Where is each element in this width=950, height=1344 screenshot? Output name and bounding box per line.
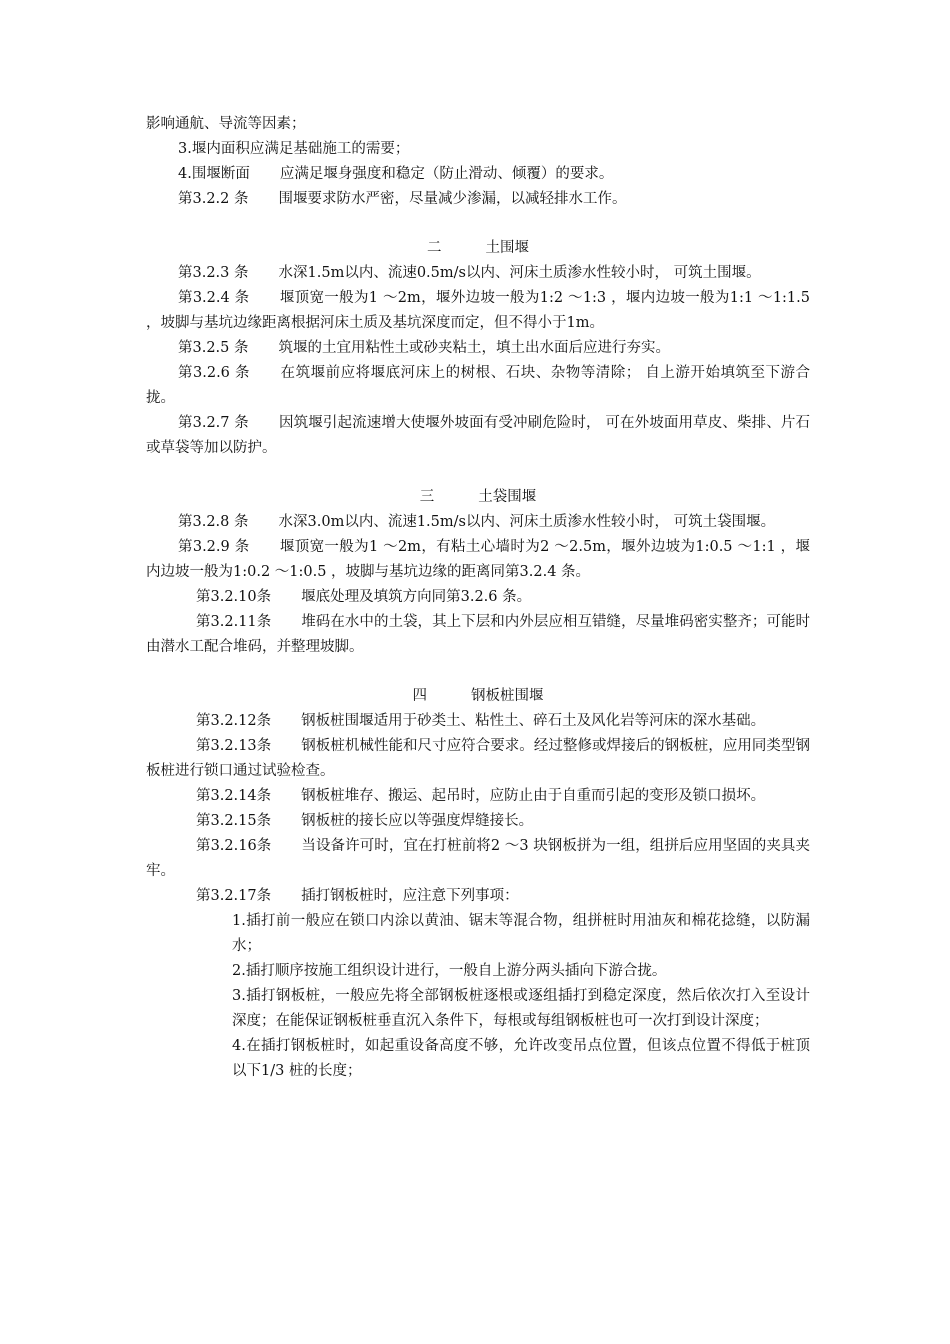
article-number: 第3.2.2 条 xyxy=(178,191,249,207)
paragraph: 3.堰内面积应满足基础施工的需要； xyxy=(178,141,410,157)
article-text: 钢板桩围堰适用于砂类土、粘性土、碎石土及风化岩等河床的深水基础。 xyxy=(301,713,766,729)
article-text: 当设备许可时，宜在打桩前将2 ～3 块钢板拼为一组，组拼后应用坚固的夹具夹牢。 xyxy=(146,838,810,879)
article xyxy=(146,361,810,411)
article-text: 插打钢板桩时，应注意下列事项： xyxy=(301,888,519,904)
article xyxy=(146,411,810,461)
article-text: 堰底处理及填筑方向同第3.2.6 条。 xyxy=(301,589,532,605)
article xyxy=(146,610,810,660)
list-item: 2.插打顺序按施工组织设计进行，一般自上游分两头插向下游合拢。 xyxy=(232,963,667,979)
article-text: 钢板桩堆存、搬运、起吊时，应防止由于自重而引起的变形及锁口损坏。 xyxy=(301,788,766,804)
article-text: 围堰要求防水严密，尽量减少渗漏，以减轻排水工作。 xyxy=(278,191,627,207)
paragraph xyxy=(146,162,810,187)
article xyxy=(146,187,810,212)
article-text: 在筑堰前应将堰底河床上的树根、石块、杂物等清除； 自上游开始填筑至下游合拢。 xyxy=(146,365,810,406)
section-heading: 四 钢板桩围堰 xyxy=(412,688,544,704)
article-number: 第3.2.17条 xyxy=(196,888,272,904)
article-number: 第3.2.15条 xyxy=(196,813,272,829)
article-text: 堰顶宽一般为1 ～2m，堰外边坡一般为1:2 ～1:3 ，堰内边坡一般为1:1 ～1:1.5 ，坡脚与基坑边缘距离根据河床土质及基坑深度而定，但不得小于1m。 xyxy=(146,290,810,331)
article xyxy=(146,535,810,585)
article-text: 因筑堰引起流速增大使堰外坡面有受冲刷危险时， 可在外坡面用草皮、柴排、片石或草袋等加以防护。 xyxy=(146,415,810,456)
article-number: 第3.2.4 条 xyxy=(178,290,250,306)
article xyxy=(146,884,810,909)
article-number: 第3.2.9 条 xyxy=(178,539,250,555)
article xyxy=(146,585,810,610)
article-number: 第3.2.16条 xyxy=(196,838,272,854)
article-text: 水深1.5m以内、流速0.5m/s以内、河床土质渗水性较小时， 可筑土围堰。 xyxy=(278,265,761,281)
article-text: 筑堰的土宜用粘性土或砂夹粘土，填土出水面后应进行夯实。 xyxy=(278,340,671,356)
article-number: 第3.2.6 条 xyxy=(178,365,251,381)
article-number: 第3.2.8 条 xyxy=(178,514,249,530)
article-text: 堆码在水中的土袋，其上下层和内外层应相互错缝，尽量堆码密实整齐；可能时由潜水工配合堆码，并整理坡脚。 xyxy=(146,614,810,655)
item-label: 4.围堰断面 xyxy=(178,166,250,182)
article-number: 第3.2.12条 xyxy=(196,713,272,729)
article-number: 第3.2.7 条 xyxy=(178,415,249,431)
article xyxy=(146,510,810,535)
article-number: 第3.2.14条 xyxy=(196,788,272,804)
article-text: 钢板桩机械性能和尺寸应符合要求。经过整修或焊接后的钢板桩，应用同类型钢板桩进行锁口通过试验检查。 xyxy=(146,738,810,779)
document-page xyxy=(146,112,810,1084)
article-number: 第3.2.3 条 xyxy=(178,265,249,281)
article xyxy=(146,834,810,884)
article xyxy=(146,261,810,286)
article-number: 第3.2.5 条 xyxy=(178,340,249,356)
article-number: 第3.2.13条 xyxy=(196,738,272,754)
paragraph: 影响通航、导流等因素； xyxy=(146,116,306,132)
article-text: 堰顶宽一般为1 ～2m，有粘土心墙时为2 ～2.5m，堰外边坡为1:0.5 ～1:1 ，堰内边坡一般为1:0.2 ～1:0.5 ，坡脚与基坑边缘的距离同第3.2.4 条。 xyxy=(146,539,810,580)
article xyxy=(146,734,810,784)
article xyxy=(146,784,810,809)
article xyxy=(146,709,810,734)
item-text: 应满足堰身强度和稳定（防止滑动、倾覆）的要求。 xyxy=(279,166,614,182)
list-item: 1.插打前一般应在锁口内涂以黄油、锯末等混合物，组拼桩时用油灰和棉花捻缝，以防漏水； xyxy=(232,913,810,954)
article xyxy=(146,286,810,336)
article xyxy=(146,336,810,361)
article xyxy=(146,809,810,834)
article-text: 水深3.0m以内、流速1.5m/s以内、河床土质渗水性较小时， 可筑土袋围堰。 xyxy=(278,514,776,530)
article-text: 钢板桩的接长应以等强度焊缝接长。 xyxy=(301,813,534,829)
section-heading: 二 土围堰 xyxy=(427,240,529,256)
list-item: 4.在插打钢板桩时，如起重设备高度不够，允许改变吊点位置，但该点位置不得低于桩顶以下1/3 桩的长度； xyxy=(232,1038,810,1079)
article-number: 第3.2.11条 xyxy=(196,614,272,630)
list-item: 3.插打钢板桩，一般应先将全部钢板桩逐根或逐组插打到稳定深度，然后依次打入至设计深度；在能保证钢板桩垂直沉入条件下，每根或每组钢板桩也可一次打到设计深度； xyxy=(232,988,810,1029)
section-heading: 三 土袋围堰 xyxy=(419,489,537,505)
article-number: 第3.2.10条 xyxy=(196,589,272,605)
